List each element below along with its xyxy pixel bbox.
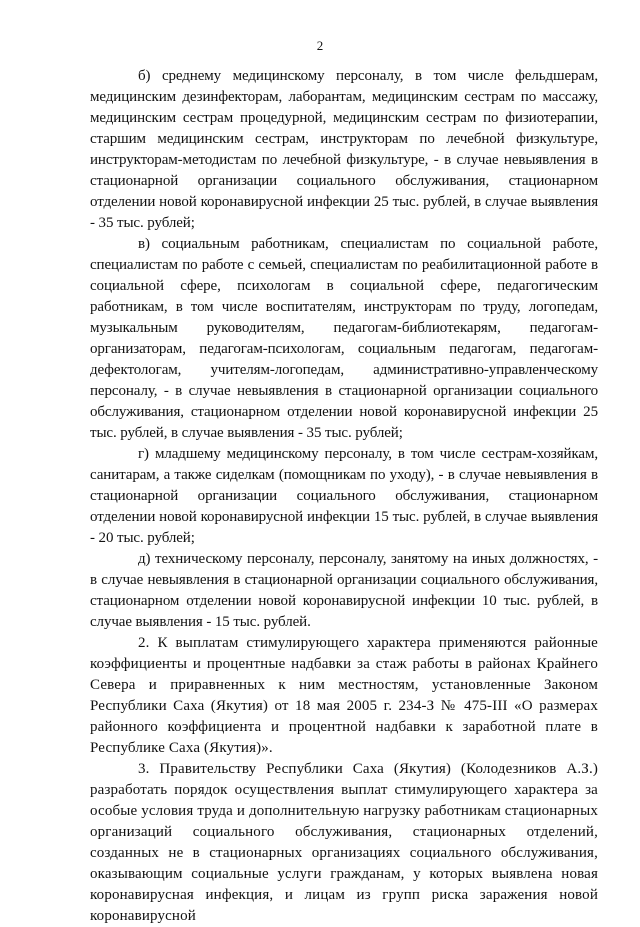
- document-body: [90, 66, 598, 927]
- paragraph-v-social-workers: в) социальным работникам, специалистам по социальной работе, специалистам по работе с семьей, специалистам по реабилитационной работе в социальной сфере, психологам в социальной сфере, педагогическим работникам, в том числе воспитателям, инструкторам по труду, логопедам, музыкальным руководителям, педагогам-библиотекарям, педагогам-организаторам, педагогам-психологам, социальным педагогам, педагогам-дефектологам, учителям-логопедам, административно-управленческому персоналу, - в случае невыявления в стационарной организации социального обслуживания, стационарном отделении новой коронавирусной инфекции 25 тыс. рублей, в случае выявления - 35 тыс. рублей;: [90, 236, 598, 441]
- paragraph-2-regional-coefficients: 2. К выплатам стимулирующего характера применяются районные коэффициенты и процентные надбавки за стаж работы в районах Крайнего Севера и приравненных к ним местностям, установленные Законом Республики Саха (Якутия) от 18 мая 2005 г. 234-З № 475-III «О размерах районного коэффициента и процентной надбавки к заработной плате в Республике Саха (Якутия)».: [90, 635, 598, 756]
- paragraph-d-technical-staff: д) техническому персоналу, персоналу, занятому на иных должностях, - в случае невыявления в стационарной организации социального обслуживания, стационарном отделении новой коронавирусной инфекции 10 тыс. рублей, в случае выявления - 15 тыс. рублей.: [90, 551, 598, 630]
- paragraph-b-medical-staff: б) среднему медицинскому персоналу, в том числе фельдшерам, медицинским дезинфекторам, лаборантам, медицинским сестрам по массажу, медицинским сестрам процедурной, медицинским сестрам по физиотерапии, старшим медицинским сестрам, инструкторам по лечебной физкультуре, инструкторам-методистам по лечебной физкультуре, - в случае невыявления в стационарной организации социального обслуживания, стационарном отделении новой коронавирусной инфекции 25 тыс. рублей, в случае выявления - 35 тыс. рублей;: [90, 68, 598, 231]
- paragraph-g-junior-medical-staff: г) младшему медицинскому персоналу, в том числе сестрам-хозяйкам, санитарам, а также сиделкам (помощникам по уходу), - в случае невыявления в стационарной организации социального обслуживания, стационарном отделении новой коронавирусной инфекции 15 тыс. рублей, в случае выявления - 20 тыс. рублей;: [90, 446, 598, 546]
- page-number: 2: [316, 38, 324, 53]
- paragraph-3-government-order: 3. Правительству Республики Саха (Якутия) (Колодезников А.З.) разработать порядок осуществления выплат стимулирующего характера за особые условия труда и дополнительную нагрузку работникам стационарных организаций социального обслуживания, стационарных отделений, созданных не в стационарных организациях социального обслуживания, оказывающим социальные услуги гражданам, у которых выявлена новая коронавирусная инфекция, и лицам из групп риска заражения новой коронавирусной: [90, 761, 598, 924]
